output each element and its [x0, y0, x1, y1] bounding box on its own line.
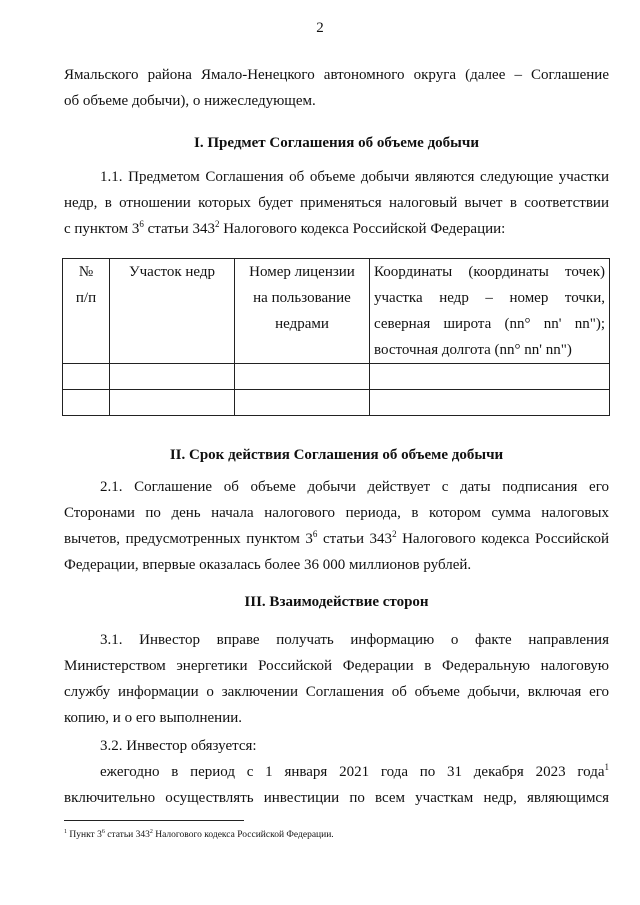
section-1-paragraph: [64, 164, 609, 242]
section-1-heading: I. Предмет Соглашения об объеме добычи: [194, 135, 479, 151]
table-row: [63, 364, 610, 390]
header-coordinates: Координаты (координаты точек) участка недр – номер точки, северная широта (nn° nn' nn"); восточная долгота (nn° nn' nn"): [370, 259, 610, 364]
table-cell: [235, 364, 370, 390]
header-license: Номер лицензии на пользование недрами: [235, 259, 370, 364]
s3-p1-line-4: копию, и о его выполнении.: [64, 710, 242, 726]
table-cell: [235, 390, 370, 416]
s3-p3-line-1: ежегодно в период с 1 января 2021 года по 31 декабря 2023 года$^1$: [100, 762, 609, 780]
s2-line-2: Сторонами по день начала налогового периода, в котором сумма налоговых: [64, 505, 609, 521]
license-areas-table: [62, 258, 610, 416]
section-3-paragraph-3: [64, 759, 609, 811]
table-header-row: [63, 259, 610, 364]
table-cell: [63, 390, 110, 416]
table-cell: [63, 364, 110, 390]
s2-line-1: 2.1. Соглашение об объеме добычи действует с даты подписания его: [100, 479, 609, 495]
s2-line-3: вычетов, предусмотренных пунктом $3^6$ статьи $343^2$ Налогового кодекса Российской: [64, 529, 609, 547]
s1-line-2: недр, в отношении которых будет применяться налоговый вычет в соответствии: [64, 195, 609, 211]
table-cell: [110, 364, 235, 390]
intro-line-2: об объеме добычи), о нижеследующем.: [64, 93, 316, 109]
s3-p1-line-3: службу информации о заключении Соглашения об объеме добычи, включая его: [64, 684, 609, 700]
s1-line-1: 1.1. Предметом Соглашения об объеме добычи являются следующие участки: [100, 169, 609, 185]
section-3-heading: III. Взаимодействие сторон: [244, 594, 429, 610]
table-row: [63, 390, 610, 416]
table-cell: [370, 364, 610, 390]
s1-line-3: с пунктом $3^6$ статьи $343^2$ Налогового кодекса Российской Федерации:: [64, 219, 506, 237]
footnote-separator: [64, 820, 244, 821]
header-area: Участок недр: [110, 259, 235, 364]
footnote: $^1$ Пункт $3^6$ статьи $343^2$ Налогового кодекса Российской Федерации.: [64, 829, 334, 840]
intro-paragraph: [64, 62, 609, 114]
s2-line-4: Федерации, впервые оказалась более 36 000 миллионов рублей.: [64, 557, 472, 573]
header-number: № п/п: [63, 259, 110, 364]
section-3-paragraph-1: [64, 627, 609, 731]
intro-line-1: Ямальского района Ямало-Ненецкого автономного округа (далее – Соглашение: [64, 67, 609, 83]
table-cell: [110, 390, 235, 416]
s3-p3-line-2: включительно осуществлять инвестиции по всем участкам недр, являющимся: [64, 790, 609, 806]
s3-p1-line-1: 3.1. Инвестор вправе получать информацию о факте направления: [100, 632, 609, 648]
s3-p1-line-2: Министерством энергетики Российской Федерации в Федеральную налоговую: [64, 658, 609, 674]
section-2-heading: II. Срок действия Соглашения об объеме добычи: [169, 447, 504, 463]
table-cell: [370, 390, 610, 416]
page-number: 2: [316, 20, 324, 36]
section-2-paragraph: [64, 474, 609, 578]
section-3-paragraph-2: 3.2. Инвестор обязуется:: [100, 738, 257, 754]
